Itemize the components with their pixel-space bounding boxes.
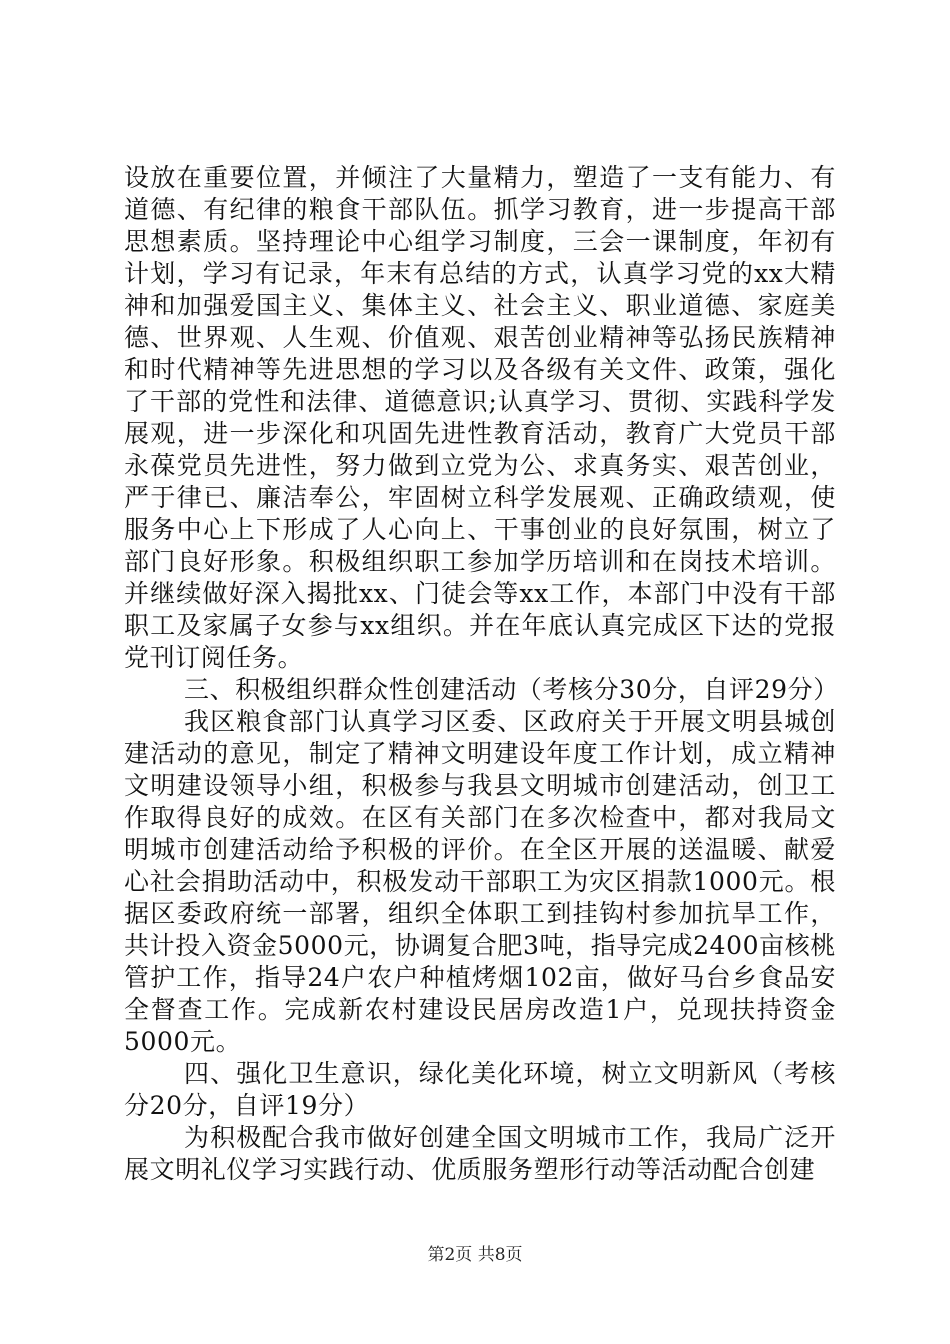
paragraph-section-4: 为积极配合我市做好创建全国文明城市工作，我局广泛开展文明礼仪学习实践行动、优质服务塑形行动等活动配合创建 bbox=[124, 1123, 836, 1184]
paragraph-continuation: 设放在重要位置，并倾注了大量精力，塑造了一支有能力、有道德、有纪律的粮食干部队伍。抓学习教育，进一步提高干部思想素质。坚持理论中心组学习制度，三会一课制度，年初有计划，学习有记录，年末有总结的方式，认真学习党的xx大精神和加强爱国主义、集体主义、社会主义、职业道德、家庭美德、世界观、人生观、价值观、艰苦创业精神等弘扬民族精神和时代精神等先进思想的学习以及各级有关文件、政策，强化了干部的党性和法律、道德意识;认真学习、贯彻、实践科学发展观，进一步深化和巩固先进性教育活动，教育广大党员干部永葆党员先进性，努力做到立党为公、求真务实、艰苦创业，严于律已、廉洁奉公，牢固树立科学发展观、正确政绩观，使服务中心上下形成了人心向上、干事创业的良好氛围，树立了部门良好形象。积极组织职工参加学历培训和在岗技术培训。并继续做好深入揭批xx、门徒会等xx工作，本部门中没有干部职工及家属子女参与xx组织。并在年底认真完成区下达的党报党刊订阅任务。 bbox=[124, 163, 836, 672]
section-heading-3: 三、积极组织群众性创建活动（考核分30分，自评29分） bbox=[184, 675, 839, 704]
paragraph-section-3: 我区粮食部门认真学习区委、区政府关于开展文明县城创建活动的意见，制定了精神文明建设年度工作计划，成立精神文明建设领导小组，积极参与我县文明城市创建活动，创卫工作取得良好的成效。在区有关部门在多次检查中，都对我局文明城市创建活动给予积极的评价。在全区开展的送温暖、献爱心社会捐助活动中，积极发动干部职工为灾区捐款1000元。根据区委政府统一部署，组织全体职工到挂钩村参加抗旱工作，共计投入资金5000元，协调复合肥3吨，指导完成2400亩核桃管护工作，指导24户农户种植烤烟102亩，做好马台乡食品安全督查工作。完成新农村建设民居房改造1户，兑现扶持资金5000元。 bbox=[124, 707, 836, 1056]
document-body bbox=[124, 162, 839, 1186]
page-number-footer: 第2页 共8页 bbox=[427, 1245, 523, 1265]
section-heading-4: 四、强化卫生意识，绿化美化环境，树立文明新风（考核分20分，自评19分） bbox=[124, 1059, 836, 1120]
